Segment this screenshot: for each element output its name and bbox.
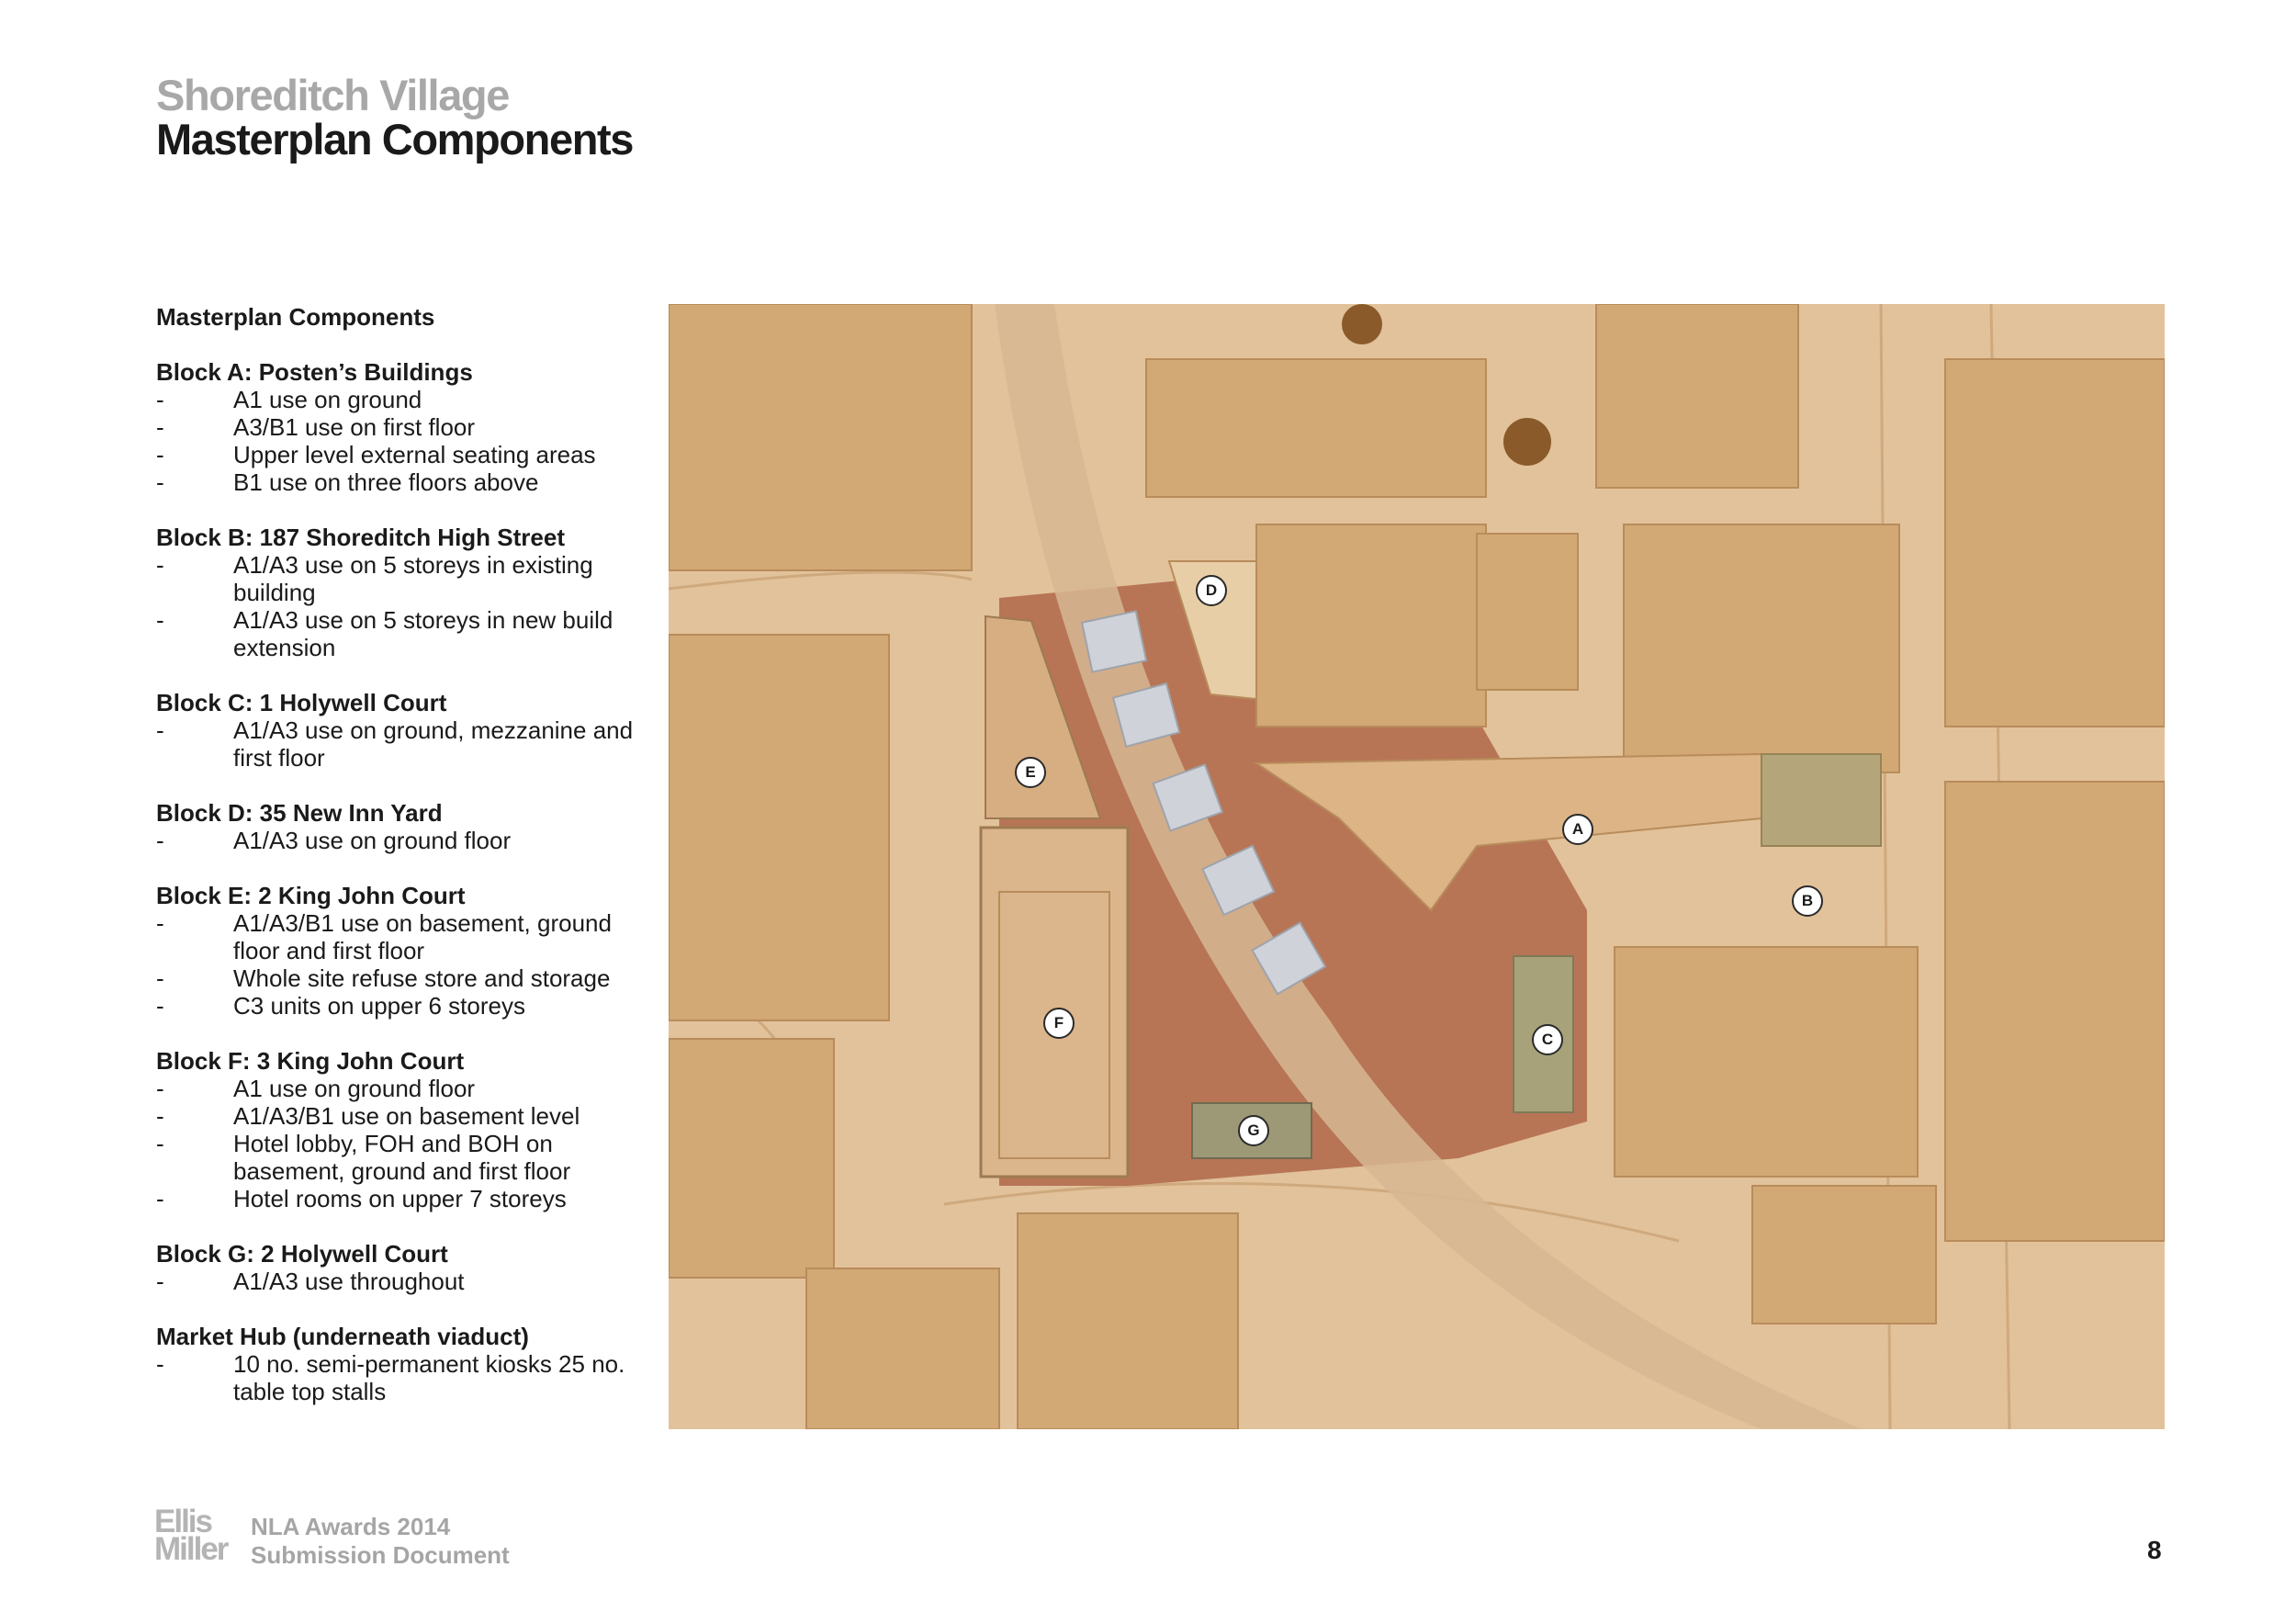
block-b-roof [1761,754,1881,846]
block-c [156,689,652,772]
dash: - [156,1350,164,1378]
item-text: A1/A3 use on 5 storeys in existing building [233,551,593,606]
item-text: 10 no. semi-permanent kiosks 25 no. table top stalls [233,1350,625,1405]
dash: - [156,1075,164,1102]
item-text: A1/A3/B1 use on basement, ground floor and first floor [233,909,612,964]
logo-line-2: Miller [154,1531,228,1567]
market-hub [156,1323,652,1405]
model-illustration [669,304,2165,1429]
page-number: 8 [2147,1536,2162,1564]
block-f [156,1047,652,1212]
block-a [156,358,652,496]
dash: - [156,992,164,1020]
item-text: A1/A3 use on ground floor [233,827,512,854]
footer-line-1: NLA Awards 2014 [251,1513,451,1540]
marker-e: E [1015,757,1046,788]
block-title: Block A: Posten’s Buildings [156,358,473,386]
item-text: Hotel rooms on upper 7 storeys [233,1185,567,1212]
list-item [156,716,652,772]
dash: - [156,1268,164,1295]
block-title: Block G: 2 Holywell Court [156,1240,448,1268]
item-text: Upper level external seating areas [233,441,596,468]
block-d [156,799,652,854]
dash: - [156,909,164,937]
list-item [156,413,652,441]
block-title: Block B: 187 Shoreditch High Street [156,524,565,551]
marker-g: G [1238,1115,1269,1146]
list-item [156,606,652,661]
list-item [156,386,652,413]
ellis-miller-logo [154,1504,228,1567]
footer-line-2: Submission Document [251,1541,510,1569]
dash: - [156,551,164,579]
dash: - [156,413,164,441]
item-text: A3/B1 use on first floor [233,413,476,441]
list-item [156,441,652,468]
item-text: Hotel lobby, FOH and BOH on basement, ground and first floor [233,1130,571,1185]
list-item [156,1130,652,1185]
item-text: A1/A3/B1 use on basement level [233,1102,580,1130]
block-title: Block F: 3 King John Court [156,1047,465,1075]
dash: - [156,386,164,413]
list-item [156,1075,652,1102]
block-title: Market Hub (underneath viaduct) [156,1323,529,1350]
masterplan-model-photo [669,304,2165,1429]
block-title: Block C: 1 Holywell Court [156,689,447,716]
dash: - [156,964,164,992]
dash: - [156,1185,164,1212]
item-text: A1 use on ground floor [233,1075,476,1102]
list-item [156,1268,652,1295]
item-text: C3 units on upper 6 storeys [233,992,525,1020]
components-list [156,303,652,1433]
dash: - [156,716,164,744]
block-title: Block D: 35 New Inn Yard [156,799,443,827]
dash: - [156,468,164,496]
block-f-building [981,828,1128,1177]
block-b [156,524,652,661]
project-title: Shoreditch Village [156,71,509,119]
dash: - [156,1102,164,1130]
item-text: Whole site refuse store and storage [233,964,611,992]
list-item [156,992,652,1020]
logo-line-1: Ellis [154,1504,211,1539]
marker-c: C [1532,1024,1563,1055]
dash: - [156,606,164,634]
block-e [156,882,652,1020]
list-item [156,909,652,964]
item-text: B1 use on three floors above [233,468,539,496]
marker-d: D [1196,575,1227,606]
marker-f: F [1043,1008,1075,1039]
marker-b: B [1792,885,1823,917]
block-g [156,1240,652,1295]
list-item [156,964,652,992]
item-text: A1/A3 use on 5 storeys in new build extension [233,606,613,661]
item-text: A1 use on ground [233,386,422,413]
marker-a: A [1562,814,1593,845]
block-title: Block E: 2 King John Court [156,882,466,909]
dash: - [156,1130,164,1157]
list-item [156,827,652,854]
item-text: A1/A3 use throughout [233,1268,465,1295]
list-item [156,1185,652,1212]
list-item [156,1350,652,1405]
footer-text [251,1513,510,1570]
dash: - [156,827,164,854]
item-text: A1/A3 use on ground, mezzanine and first floor [233,716,634,772]
list-item [156,468,652,496]
dash: - [156,441,164,468]
list-item [156,1102,652,1130]
page-title: Masterplan Components [156,115,633,163]
list-heading: Masterplan Components [156,303,435,331]
list-item [156,551,652,606]
